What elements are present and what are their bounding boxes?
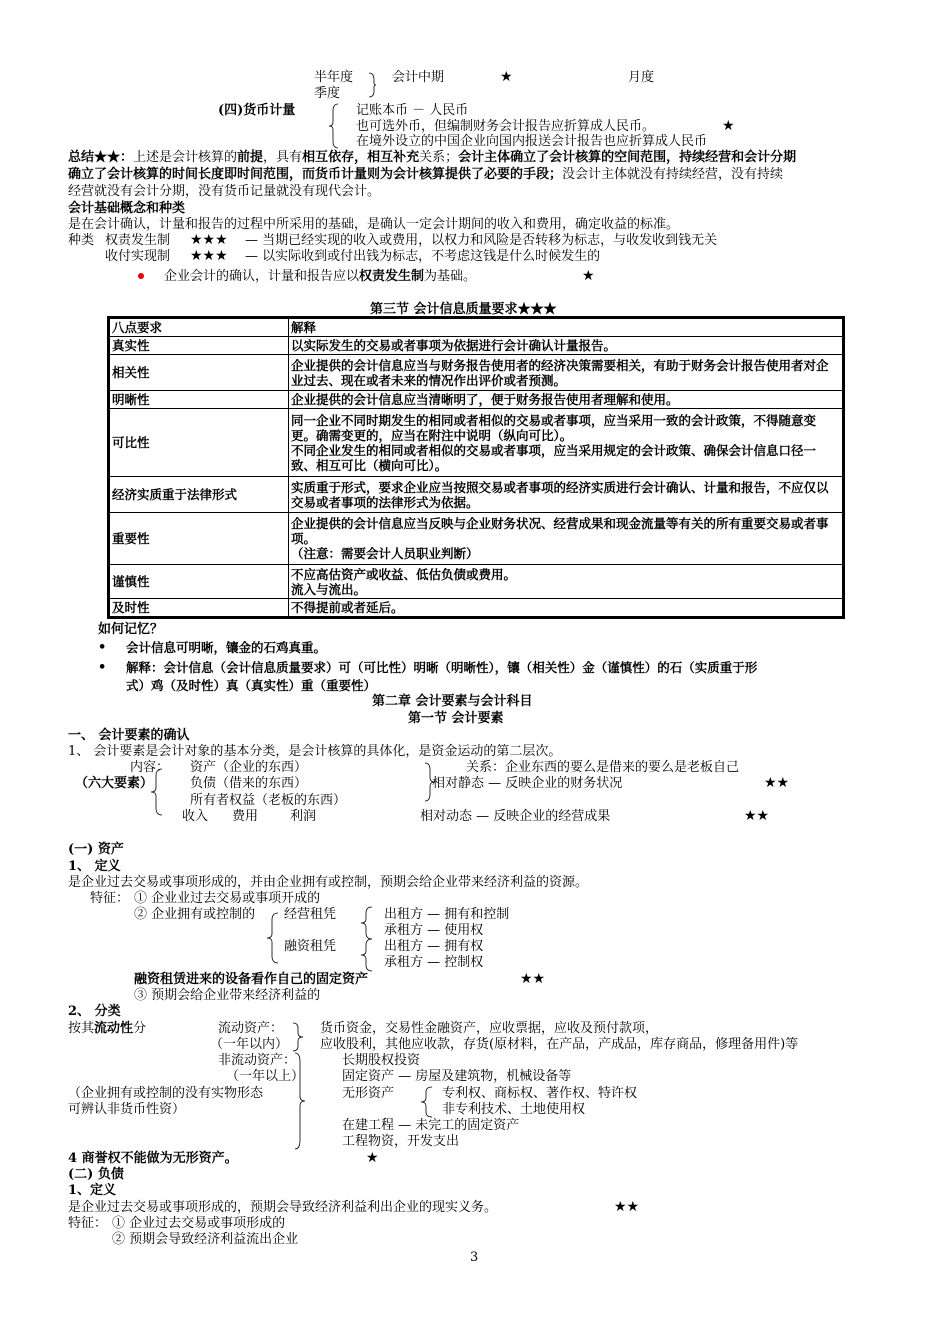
intangible-note: （企业拥有或控制的没有实物形态 (68, 1086, 264, 1101)
summary-line: 经营就没有会计分期，没有货币记量就没有现代会计。 (68, 184, 381, 199)
goodwill-note: 4 商誉权不能做为无形资产。 (68, 1151, 238, 1166)
table-row (110, 319, 843, 337)
current-items: 应收股利，其他应收款，存货(原材料，在产品，产成品，库存商品，修理备用件)等 (320, 1037, 799, 1052)
feature-label: 特征： (68, 1216, 108, 1231)
element-item: 利润 (290, 809, 317, 824)
summary-line: 确立了会计核算的时间长度即时间范围，而货币计量则为会计核算提供了必要的手段；没会计主体就没有持续经营，没有持续 (68, 167, 784, 182)
table-header: 解释 (289, 319, 843, 337)
feature-label: 特征： (90, 891, 130, 906)
element-item: 资产（企业的东西） (190, 760, 308, 775)
brace (368, 72, 376, 98)
star-rating: ★★★ (190, 248, 228, 264)
memo-title: 如何记忆？ (98, 622, 164, 637)
element-item: 费用 (232, 809, 259, 824)
heading: 2、 分类 (68, 1004, 121, 1019)
paragraph: 是企业过去交易或事项形成的，并由企业拥有或控制，预期会给企业带来经济利益的资源。 (68, 875, 589, 890)
heading: 1、 定义 (68, 859, 121, 874)
six-elements-label: （六大要素） (75, 776, 154, 791)
month-label: 月度 (628, 70, 655, 85)
table-header: 八点要求 (110, 319, 289, 337)
table-cell: 不得提前或者延后。 (289, 599, 843, 617)
section-heading: 会计基础概念和种类 (68, 201, 186, 216)
classify-label: 按其流动性分 (68, 1021, 147, 1036)
star-rating: ★★★ (190, 232, 228, 248)
lease-item: 承租方 — 控制权 (384, 955, 484, 970)
currency-line: 也可选外币，但编制财务会计报告应折算成人民币。 (356, 119, 656, 134)
table-cell: 明晰性 (110, 391, 289, 409)
bullet-text: 企业会计的确认，计量和报告应以权责发生制为基础。 (164, 269, 477, 284)
cash-label: 收付实现制 (105, 249, 171, 264)
feature-item: ① 企业业过去交易或事项开成的 (134, 891, 321, 906)
table-cell: 相关性 (110, 355, 289, 391)
brace (150, 768, 164, 816)
lease-item: 出租方 — 拥有和控制 (384, 907, 510, 922)
table-cell: 企业提供的会计信息应当反映与企业财务状况、经营成果和现金流量等有关的所有重要交易或者事项。 （注意：需要会计人员职业判断） (289, 513, 843, 565)
table-row (110, 477, 843, 513)
currency-line: 在境外设立的中国企业向国内报送会计报告也应折算成人民币 (356, 134, 708, 149)
brace (360, 906, 374, 940)
quarter-label: 季度 (314, 86, 341, 101)
star-rating: ★★ (614, 1199, 640, 1215)
feature-item: ③ 预期会给企业带来经济利益的 (134, 988, 321, 1003)
current-assets-period: （一年以内） (210, 1037, 289, 1052)
table-cell: 企业提供的会计信息应当与财务报告使用者的经济决策需要相关，有助于财务会计报告使用者对企业过去、现在或者未来的情况作出评价或者预测。 (289, 355, 843, 391)
table-row (110, 565, 843, 599)
half-year-label: 半年度 (314, 70, 354, 85)
paragraph: 是在会计确认，计量和报告的过程中所采用的基础，是确认一定会计期间的收入和费用，确定收益的标准。 (68, 217, 680, 232)
brace (266, 912, 280, 964)
star-rating: ★★ (520, 971, 546, 987)
brace (420, 1086, 434, 1118)
table-row (110, 513, 843, 565)
heading: (一) 资产 (68, 842, 124, 857)
brace (360, 938, 374, 972)
brace (328, 103, 340, 149)
table-row (110, 391, 843, 409)
relation-text: 相对动态 — 反映企业的经营成果 (420, 809, 611, 824)
current-assets-label: 流动资产： (218, 1021, 284, 1036)
memo-line: 式）鸡（及时性）真（真实性）重（重要性） (126, 678, 377, 693)
lease-type: 经营租凭 (284, 907, 337, 922)
relation-text: 关系：企业东西的要么是借来的要么是老板自己 (466, 760, 740, 775)
section-title: 第三节 会计信息质量要求★★★ (370, 302, 557, 317)
intangible-item: 专利权、商标权、著作权、特许权 (442, 1086, 638, 1101)
noncurrent-item: 无形资产 (342, 1086, 395, 1101)
paragraph: 1、 会计要素是会计对象的基本分类，是会计核算的具体化，是资金运动的第二层次。 (68, 744, 562, 759)
table-cell: 实质重于形式，要求企业应当按照交易或者事项的经济实质进行会计确认、计量和报告，不应仅以交易或者事项的法律形式为依据。 (289, 477, 843, 513)
intangible-note: 可辨认非货币性资） (68, 1102, 186, 1117)
summary-line: 总结★★：上述是会计核算的前提，具有相互依存，相互补充关系；会计主体确立了会计核算的空间范围，持续经营和会计分期 (68, 150, 797, 165)
quality-table (109, 318, 843, 617)
current-items: 货币资金，交易性金融资产，应收票据，应收及预付款项， (320, 1021, 659, 1036)
star-rating: ★★ (764, 775, 790, 791)
feature-item: ② 预期会导致经济利益流出企业 (112, 1232, 299, 1247)
element-item: 负债（借来的东西） (190, 776, 308, 791)
brace (292, 1022, 306, 1052)
table-cell: 及时性 (110, 599, 289, 617)
noncurrent-assets-period: （一年以上） (226, 1069, 305, 1084)
lease-type: 融资租凭 (284, 939, 337, 954)
star-rating: ★★ (744, 808, 770, 824)
feature-item: ② 企业拥有或控制的 (134, 907, 256, 922)
heading: (二) 负债 (68, 1167, 124, 1182)
lease-item: 出租方 — 拥有权 (384, 939, 484, 954)
kind-label: 种类 (68, 233, 95, 248)
table-row (110, 599, 843, 617)
memo-line: 会计信息可明晰，镶金的石鸡真重。 (126, 640, 327, 655)
element-item: 所有者权益（老板的东西） (190, 793, 347, 808)
table-cell: 企业提供的会计信息应当清晰明了，便于财务报告使用者理解和使用。 (289, 391, 843, 409)
feature-item: ① 企业过去交易或事项形成的 (112, 1216, 286, 1231)
page-number: 3 (470, 1250, 479, 1265)
star-rating: ★ (722, 118, 735, 134)
accrual-label: 权责发生制 (105, 233, 171, 248)
table-cell: 经济实质重于法律形式 (110, 477, 289, 513)
interim-label: 会计中期 (392, 70, 445, 85)
bullet-icon: • (98, 640, 107, 655)
table-cell: 真实性 (110, 337, 289, 355)
bullet-icon: • (98, 660, 107, 675)
lease-item: 承租方 — 使用权 (384, 923, 484, 938)
star-rating: ★ (366, 1150, 379, 1166)
table-row (110, 355, 843, 391)
currency-line: 记账本币 － 人民币 (356, 103, 469, 118)
relation-text: 相对静态 — 反映企业的财务状况 (432, 776, 623, 791)
table-row (110, 409, 843, 477)
intangible-item: 非专利技术、土地使用权 (442, 1102, 586, 1117)
chapter-title: 第二章 会计要素与会计科目 (372, 694, 533, 709)
bullet-icon (138, 273, 144, 279)
table-cell: 重要性 (110, 513, 289, 565)
section-title: 第一节 会计要素 (408, 711, 504, 726)
table-cell: 同一企业不同时期发生的相同或者相似的交易或者事项，应当采用一致的会计政策，不得随意变更。确需变更的，应当在附注中说明（纵向可比）。 不同企业发生的相同或者相似的交易或者事项，应当采用规定的会计政策、确保会计信息口径一致、相互可比（横向可比）。 (289, 409, 843, 477)
currency-title: (四)货币计量 (218, 103, 296, 118)
paragraph: 是企业过去交易或事项形成的，预期会导致经济利益利出企业的现实义务。 (68, 1200, 498, 1215)
noncurrent-item: 长期股权投资 (342, 1053, 421, 1068)
noncurrent-item: 工程物资，开发支出 (342, 1134, 460, 1149)
table-cell: 不应高估资产或收益、低估负债或费用。 流入与流出。 (289, 565, 843, 599)
table-row (110, 337, 843, 355)
cash-desc: — 以实际收到或付出钱为标志，不考虑这钱是什么时候发生的 (245, 249, 601, 264)
brace (294, 1052, 308, 1150)
content-label: 内容： (130, 760, 170, 775)
element-item: 收入 (182, 809, 209, 824)
accrual-desc: — 当期已经实现的收入或费用，以权力和风险是否转移为标志，与收发收到钱无关 (245, 233, 718, 248)
table-cell: 谨慎性 (110, 565, 289, 599)
memo-line: 解释：会计信息（会计信息质量要求）可（可比性）明晰（明晰性），镶（相关性）金（谨慎性）的石（实质重于形 (126, 660, 758, 675)
noncurrent-assets-label: 非流动资产： (218, 1053, 297, 1068)
star-rating: ★ (500, 69, 513, 85)
table-cell: 以实际发生的交易或者事项为依据进行会计确认计量报告。 (289, 337, 843, 355)
note: 融资租赁进来的设备看作自己的固定资产 (134, 972, 369, 987)
star-rating: ★ (582, 268, 595, 284)
heading: 一、 会计要素的确认 (68, 728, 190, 743)
table-cell: 可比性 (110, 409, 289, 477)
noncurrent-item: 固定资产 — 房屋及建筑物，机械设备等 (342, 1069, 572, 1084)
heading: 1、定义 (68, 1183, 117, 1198)
noncurrent-item: 在建工程 — 未完工的固定资产 (342, 1118, 520, 1133)
